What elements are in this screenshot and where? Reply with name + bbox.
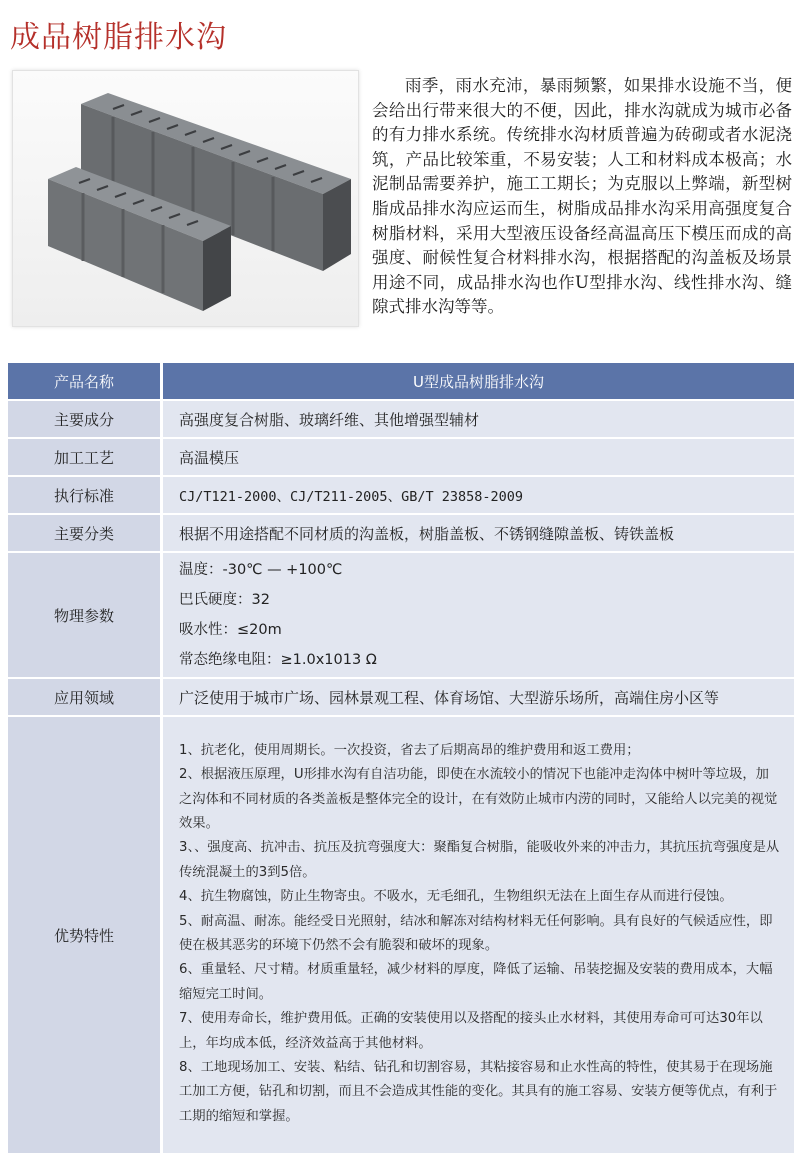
table-row [8,514,794,552]
param-hardness: 巴氏硬度：32 [179,592,270,608]
table-row [8,552,794,678]
row-value-process: 高温模压 [162,438,795,476]
row-label-standard: 执行标准 [8,476,162,514]
row-value-composition: 高强度复合树脂、玻璃纤维、其他增强型辅材 [162,400,795,438]
table-row [8,476,794,514]
param-water-absorption: 吸水性：≤20m [179,622,282,638]
row-value-advantages [162,716,795,1154]
table-row [8,400,794,438]
advantage-item: 1、抗老化，使用周期长。一次投资，省去了后期高昂的维护费用和返工费用； [179,742,640,758]
resin-drainage-channel-photo [12,70,359,327]
row-value-physical [162,552,795,678]
advantage-item: 4、抗生物腐蚀，防止生物寄虫。不吸水，无毛细孔，生物组织无法在上面生存从而进行侵蚀。 [179,889,733,905]
table-header-row [8,363,794,400]
param-temperature: 温度：-30℃ — +100℃ [179,562,343,578]
row-value-standard: CJ/T121-2000、CJ/T211-2005、GB/T 23858-2009 [162,476,795,514]
row-value-classification: 根据不用途搭配不同材质的沟盖板，树脂盖板、不锈钢缝隙盖板、铸铁盖板 [162,514,795,552]
advantage-item: 5、耐高温、耐冻。能经受日光照射，结冰和解冻对结构材料无任何影响。具有良好的气候适应性，即使在极其恶劣的环境下仍然不会有脆裂和破坏的现象。 [179,913,773,953]
row-value-application: 广泛使用于城市广场、园林景观工程、体育场馆、大型游乐场所，高端住房小区等 [162,678,795,716]
advantage-item: 3、、强度高、抗冲击、抗压及抗弯强度大：聚酯复合树脂，能吸收外来的冲击力，其抗压抗弯强度是从传统混凝土的3到5倍。 [179,840,780,880]
row-label-advantages: 优势特性 [8,716,162,1154]
advantage-item: 2、根据液压原理，U形排水沟有自洁功能，即使在水流较小的情况下也能冲走沟体中树叶等垃圾，加之沟体和不同材质的各类盖板是整体完全的设计，在有效防止城市内涝的同时，又能给人以完美的视觉效果。 [179,767,778,831]
header-label: 产品名称 [8,363,162,400]
advantage-item: 7、使用寿命长，维护费用低。正确的安装使用以及搭配的接头止水材料，其使用寿命可可达30年以上，年均成本低，经济效益高于其他材料。 [179,1011,763,1051]
header-value: U型成品树脂排水沟 [162,363,795,400]
param-insulation: 常态绝缘电阻：≥1.0x1013 Ω [179,652,377,668]
row-label-composition: 主要成分 [8,400,162,438]
table-row [8,716,794,1154]
spec-table [8,363,794,1155]
table-row [8,678,794,716]
row-label-process: 加工工艺 [8,438,162,476]
drainage-channel-illustration [13,71,358,326]
long-channel-end [323,179,351,271]
intro-paragraph: 雨季，雨水充沛，暴雨频繁，如果排水设施不当，便会给出行带来很大的不便，因此，排水沟就成为城市必备的有力排水系统。传统排水沟材质普遍为砖砌或者水泥浇筑，产品比较笨重，不易安装；人工和材料成本极高；水泥制品需要养护，施工工期长；为克服以上弊端，新型树脂成品排水沟应运而生，树脂成品排水沟采用高强度复合树脂材料，采用大型液压设备经高温高压下模压而成的高强度、耐候性复合材料排水沟，根据搭配的沟盖板及场景用途不同，成品排水沟也作U型排水沟、线性排水沟、缝隙式排水沟等等。 [372,76,792,317]
row-label-classification: 主要分类 [8,514,162,552]
page-title: 成品树脂排水沟 [10,20,227,55]
advantage-item: 8、工地现场加工、安装、粘结、钻孔和切割容易，其粘接容易和止水性高的特性，使其易于在现场施工加工方便，钻孔和切割，而且不会造成其性能的变化。其具有的施工容易、安装方便等优点，有利于工期的缩短和掌握。 [179,1060,778,1124]
advantage-item: 6、重量轻、尺寸精。材质重量轻，减少材料的厚度，降低了运输、吊装挖掘及安装的费用成本，大幅缩短完工时间。 [179,962,773,1002]
table-row [8,438,794,476]
row-label-application: 应用领域 [8,678,162,716]
row-label-physical: 物理参数 [8,552,162,678]
